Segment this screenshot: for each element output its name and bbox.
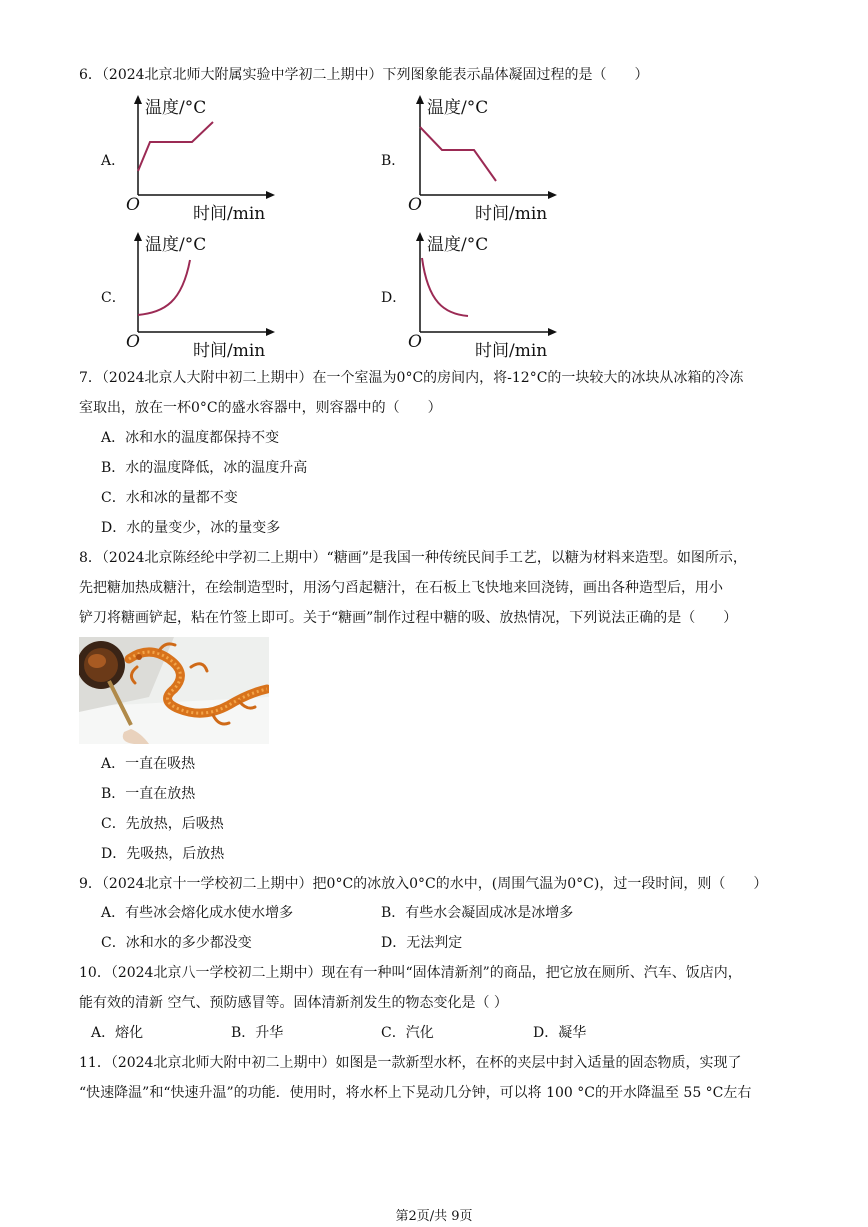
q8-stem-line2: 先把糖加热成糖汁，在绘制造型时，用汤勺舀起糖汁，在石板上飞快地来回浇铸，画出各种造型后，用小 — [79, 580, 723, 596]
q8-option-d[interactable]: D．先吸热，后放热 — [101, 846, 225, 862]
q9-option-a[interactable]: A．有些冰会熔化成水使水增多 — [101, 905, 294, 921]
q6-graph-b-curve — [420, 127, 496, 181]
q6-graph-d-curve — [422, 258, 468, 316]
q6-graph-c-x-label: 时间/min — [193, 341, 266, 361]
q7-stem-line2: 室取出，放在一杯0°C的盛水容器中，则容器中的（ ） — [79, 400, 442, 416]
q6-option-a-letter[interactable]: A． — [101, 153, 126, 169]
q11-stem-line2: “快速降温”和“快速升温”的功能．使用时，将水杯上下晃动几分钟，可以将 100 °C的开水降温至 55 °C左右 — [79, 1085, 752, 1101]
q8-option-a[interactable]: A．一直在吸热 — [101, 756, 196, 772]
q6-graph-d-y-label: 温度/°C — [427, 235, 489, 255]
q6-graph-b-origin: O — [408, 195, 422, 215]
q7-option-d[interactable]: D．水的量变少，冰的量变多 — [101, 520, 281, 536]
q6-graph-a-origin: O — [126, 195, 140, 215]
q9-option-d[interactable]: D．无法判定 — [381, 935, 463, 951]
q6-graph-d-x-label: 时间/min — [475, 341, 548, 361]
q8-option-b[interactable]: B．一直在放热 — [101, 786, 196, 802]
q6-graph-a-curve — [138, 122, 213, 171]
q10-option-c[interactable]: C．汽化 — [381, 1025, 434, 1041]
q9-option-b[interactable]: B．有些水会凝固成冰是冰增多 — [381, 905, 574, 921]
q10-option-d[interactable]: D．凝华 — [533, 1025, 587, 1041]
q7-option-a[interactable]: A．冰和水的温度都保持不变 — [101, 430, 280, 446]
q10-stem-line2: 能有效的清新 空气、预防感冒等。固体清新剂发生的物态变化是（ ） — [79, 995, 508, 1011]
q8-option-c[interactable]: C．先放热，后吸热 — [101, 816, 224, 832]
q7-stem-line1: 7．（2024北京人大附中初二上期中）在一个室温为0°C的房间内，将-12°C的一块较大的冰块从冰箱的冷冻 — [79, 370, 744, 386]
q9-option-c[interactable]: C．冰和水的多少都没变 — [101, 935, 252, 951]
q10-stem-line1: 10．（2024北京八一学校初二上期中）现在有一种叫“固体清新剂”的商品，把它放在厕所、汽车、饭店内， — [79, 965, 742, 981]
q11-stem-line1: 11．（2024北京北师大附中初二上期中）如图是一款新型水杯，在杯的夹层中封入适量的固态物质，实现了 — [79, 1055, 742, 1071]
q6-graph-c-curve — [138, 260, 190, 315]
q6-graph-d-origin: O — [408, 332, 422, 352]
q10-option-a[interactable]: A．熔化 — [91, 1025, 144, 1041]
q9-stem: 9．（2024北京十一学校初二上期中）把0°C的冰放入0°C的水中，(周围气温为0°C)，过一段时间，则（ ） — [79, 876, 768, 892]
q6-graph-b[interactable] — [402, 95, 562, 225]
q6-graph-c-y-label: 温度/°C — [145, 235, 207, 255]
q6-graph-b-x-label: 时间/min — [475, 204, 548, 224]
sugar-painting-photo — [79, 637, 269, 744]
q6-graph-b-y-label: 温度/°C — [427, 98, 489, 118]
q6-graph-d[interactable] — [402, 232, 562, 362]
q6-option-c-letter[interactable]: C． — [101, 290, 126, 306]
q7-option-b[interactable]: B．水的温度降低，冰的温度升高 — [101, 460, 308, 476]
q6-option-b-letter[interactable]: B． — [381, 153, 406, 169]
q6-graph-a[interactable] — [120, 95, 280, 225]
q6-graph-a-x-label: 时间/min — [193, 204, 266, 224]
q7-option-c[interactable]: C．水和冰的量都不变 — [101, 490, 238, 506]
q6-option-d-letter[interactable]: D． — [381, 290, 407, 306]
q6-graph-c[interactable] — [120, 232, 280, 362]
q10-option-b[interactable]: B．升华 — [231, 1025, 284, 1041]
q8-stem-line1: 8．（2024北京陈经纶中学初二上期中）“糖画”是我国一种传统民间手工艺，以糖为材料来造型。如图所示， — [79, 550, 747, 566]
q6-graph-c-origin: O — [126, 332, 140, 352]
q6-graph-a-y-label: 温度/°C — [145, 98, 207, 118]
page-footer: 第2页/共 9页 — [395, 1209, 473, 1224]
q8-stem-line3: 铲刀将糖画铲起，粘在竹签上即可。关于“糖画”制作过程中糖的吸、放热情况，下列说法正确的是（ ） — [79, 610, 738, 626]
q6-stem: 6．（2024北京北师大附属实验中学初二上期中）下列图象能表示晶体凝固过程的是（ ） — [79, 67, 649, 83]
